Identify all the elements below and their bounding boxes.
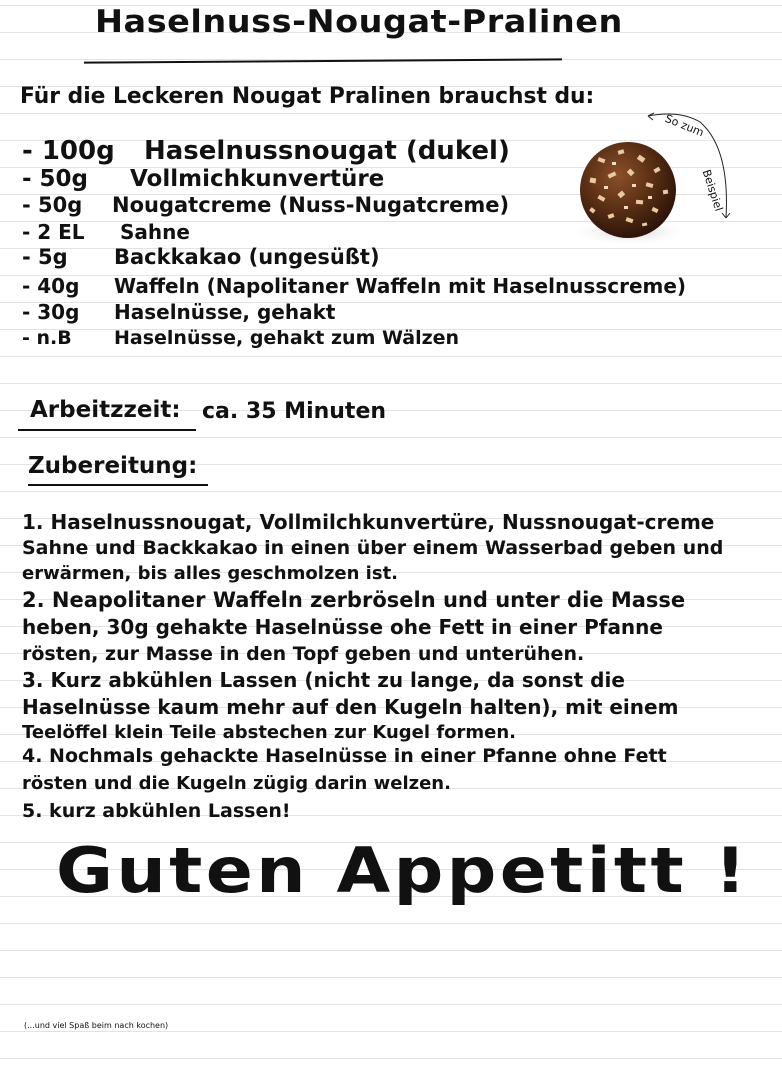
step-line: rösten, zur Masse in den Topf geben und unterühen.: [22, 643, 585, 665]
step-line: erwärmen, bis alles geschmolzen ist.: [22, 563, 399, 584]
ingredient-amount: - 5g: [22, 245, 68, 269]
step-line: 3. Kurz abkühlen Lassen (nicht zu lange, da sonst die: [22, 668, 625, 692]
time-label: Arbeitzzeit:: [30, 397, 181, 423]
ingredient-item: [22, 193, 510, 217]
ingredient-amount: - n.B: [22, 327, 72, 349]
preparation-underline: [28, 484, 208, 486]
ingredient-name: Sahne: [120, 220, 190, 244]
ingredient-amount: - 40g: [22, 274, 80, 298]
ingredient-amount: - 50g: [22, 166, 89, 192]
ingredient-item: [22, 327, 460, 349]
page-title: Haselnuss-Nougat-Pralinen: [95, 4, 623, 40]
annotation-text: So zum: [663, 112, 706, 140]
preparation-heading: Zubereitung:: [28, 453, 198, 479]
footer-note: (...und viel Spaß beim nach kochen): [24, 1021, 169, 1030]
ingredient-name: Haselnüsse, gehakt zum Wälzen: [114, 327, 460, 349]
ingredient-amount: - 50g: [22, 193, 83, 217]
ingredient-name: Backkakao (ungesüßt): [114, 245, 380, 269]
ingredient-item: [22, 274, 687, 298]
ingredient-name: Haselnüsse, gehakt: [114, 300, 336, 324]
ingredient-item: [22, 166, 385, 192]
step-line: Teelöffel klein Teile abstechen zur Kugel formen.: [22, 722, 517, 743]
step-line: 5. kurz abkühlen Lassen!: [22, 800, 291, 822]
closing-greeting: Guten Appetitt !: [56, 834, 750, 907]
time-value: ca. 35 Minuten: [202, 399, 387, 424]
step-line: heben, 30g gehakte Haselnüsse ohe Fett in einer Pfanne: [22, 615, 663, 639]
step-line: Sahne und Backkakao in einen über einem Wasserbad geben und: [22, 537, 724, 559]
ingredient-amount: - 100g: [22, 136, 115, 166]
step-line: rösten und die Kugeln zügig darin welzen.: [22, 773, 451, 794]
ingredient-name: Vollmichkunvertüre: [130, 166, 385, 192]
ingredient-amount: - 30g: [22, 300, 80, 324]
ingredient-name: Waffeln (Napolitaner Waffeln mit Haselnusscreme): [114, 274, 687, 298]
intro-text: Für die Leckeren Nougat Pralinen brauchst du:: [20, 84, 595, 109]
title-underline: [84, 58, 562, 63]
time-label-underline: [18, 429, 196, 431]
ingredient-name: Haselnussnougat (dukel): [144, 136, 510, 166]
ingredient-name: Nougatcreme (Nuss-Nugatcreme): [112, 193, 510, 217]
step-line: 2. Neapolitaner Waffeln zerbröseln und unter die Masse: [22, 588, 686, 612]
step-line: Haselnüsse kaum mehr auf den Kugeln halten), mit einem: [22, 695, 679, 719]
ingredient-amount: - 2 EL: [22, 220, 85, 244]
ingredient-item: [22, 136, 510, 166]
step-line: 1. Haselnussnougat, Vollmilchkunvertüre, Nussnougat-creme: [22, 510, 715, 534]
step-line: 4. Nochmals gehackte Haselnüsse in einer Pfanne ohne Fett: [22, 745, 667, 767]
ingredient-item: [22, 245, 380, 269]
ingredient-item: [22, 300, 336, 324]
ingredient-item: [22, 220, 190, 244]
annotation-text: Beispiel: [699, 168, 726, 213]
